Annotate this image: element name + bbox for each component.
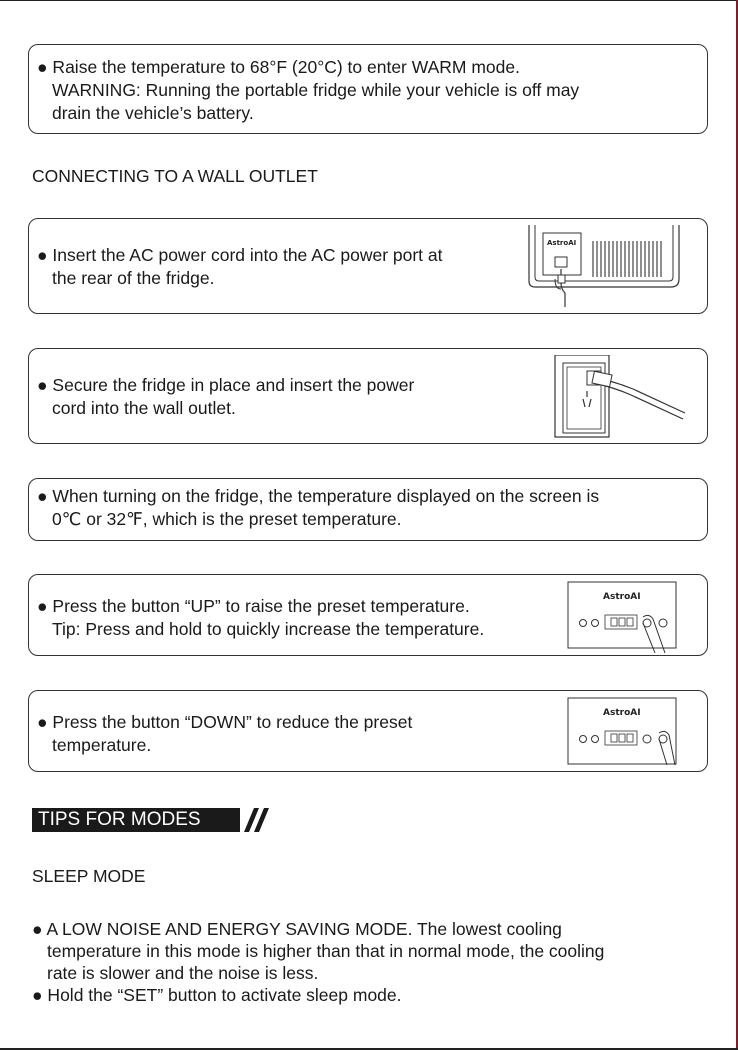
wall-outlet-box	[28, 348, 708, 444]
fridge-rear-illustration	[525, 223, 685, 309]
up-button-box	[28, 574, 708, 656]
sleep-mode-line-3: rate is slower and the noise is less.	[47, 963, 319, 983]
wall-outlet-line-1: ● Secure the fridge in place and insert the power	[37, 375, 415, 395]
wall-outlet-text	[37, 374, 414, 420]
slash-decoration	[244, 808, 272, 832]
ac-cord-line-1: ● Insert the AC power cord into the AC power port at	[37, 245, 443, 265]
wall-outlet-heading: CONNECTING TO A WALL OUTLET	[32, 166, 318, 186]
sleep-mode-line-2: temperature in this mode is higher than that in normal mode, the cooling	[47, 941, 605, 961]
sleep-mode-line-4: ● Hold the “SET” button to activate sleep mode.	[32, 985, 402, 1005]
warm-mode-box	[28, 44, 708, 134]
tips-for-modes-label: TIPS FOR MODES	[32, 808, 240, 832]
down-button-line-1: ● Press the button “DOWN” to reduce the preset	[37, 712, 413, 732]
ac-cord-text	[37, 244, 443, 290]
warm-mode-text	[37, 56, 579, 125]
warm-mode-warning: WARNING: Running the portable fridge while your vehicle is off may	[52, 80, 580, 100]
preset-temperature-line-1: ● When turning on the fridge, the temperature displayed on the screen is	[37, 486, 600, 506]
ac-cord-line-2: the rear of the fridge.	[52, 268, 215, 288]
fridge-brand-label: AstroAI	[547, 239, 577, 247]
up-button-text	[37, 595, 484, 641]
up-button-line-1: ● Press the button “UP” to raise the preset temperature.	[37, 596, 470, 616]
warm-mode-line-3: drain the vehicle’s battery.	[52, 103, 254, 123]
panel-brand-label: AstroAI	[603, 592, 641, 602]
preset-temperature-line-2: 0℃ or 32℉, which is the preset temperature.	[52, 509, 402, 529]
sleep-mode-text	[32, 918, 604, 1006]
control-panel-down-illustration	[567, 697, 679, 769]
preset-temperature-box	[28, 478, 708, 541]
sleep-mode-heading: SLEEP MODE	[32, 866, 146, 886]
wall-outlet-illustration	[553, 355, 693, 439]
up-button-tip: Tip: Press and hold to quickly increase the temperature.	[52, 619, 485, 639]
down-button-line-2: temperature.	[52, 735, 152, 755]
down-button-box	[28, 690, 708, 772]
preset-temperature-text	[37, 485, 599, 531]
sleep-mode-line-1: ● A LOW NOISE AND ENERGY SAVING MODE. The lowest cooling	[32, 919, 562, 939]
page-border-top	[0, 0, 738, 1]
control-panel-up-illustration	[567, 581, 679, 653]
down-button-text	[37, 711, 412, 757]
wall-outlet-line-2: cord into the wall outlet.	[52, 398, 236, 418]
ac-cord-box	[28, 218, 708, 314]
panel-brand-label: AstroAI	[603, 708, 641, 718]
warm-mode-line-1: ● Raise the temperature to 68°F (20°C) to enter WARM mode.	[37, 57, 520, 77]
